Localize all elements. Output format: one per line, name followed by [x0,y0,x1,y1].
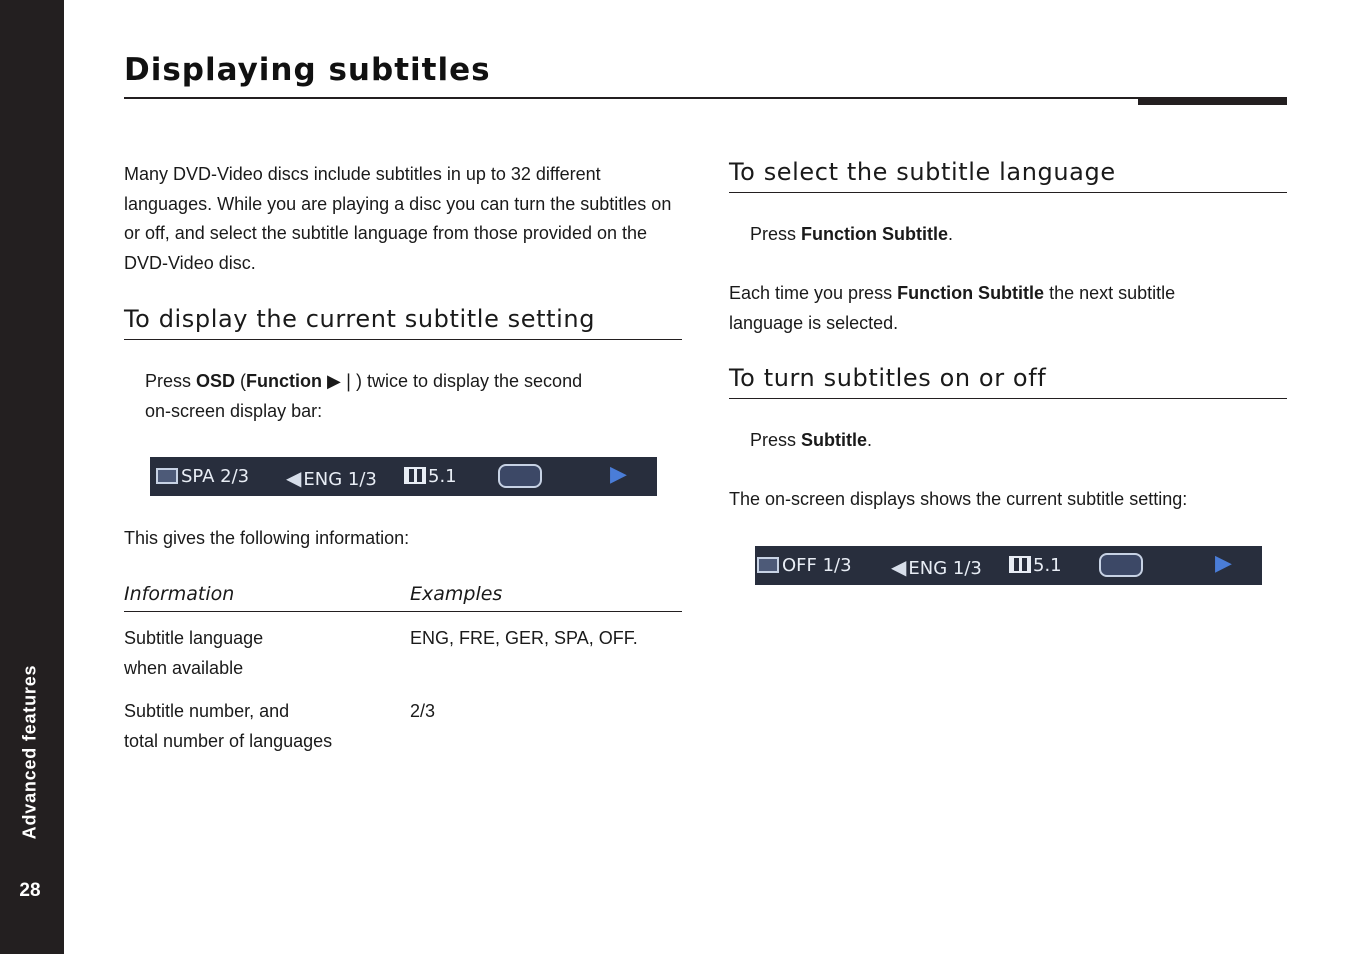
table-row [124,683,682,756]
example-cell: ENG, FRE, GER, SPA, OFF. [410,628,638,648]
sidebar [0,0,64,954]
osd-surround-value: 5.1 [1033,555,1062,576]
period: . [867,430,873,450]
press-text: Press [750,430,802,450]
column-header-information: Information [124,583,410,612]
select-step [750,220,953,250]
select-description [729,279,1289,338]
display-step [145,367,685,426]
gives-text: This gives the following information: [124,528,410,548]
select-heading: To select the subtitle language [729,158,1287,193]
period: . [948,224,954,244]
paren-open: ( [235,371,247,391]
osd-subtitle-value: SPA 2/3 [181,466,250,487]
osd-surround-value: 5.1 [428,466,457,487]
title-bar [1138,97,1287,105]
play-icon: ▶ [610,462,627,487]
play-icon: ▶ [1215,551,1232,576]
each-time-line2: language is selected. [729,312,899,333]
section-label: Advanced features [19,664,40,840]
speaker-icon: ◀ [286,466,302,490]
step-line2: on-screen display bar: [145,400,323,421]
toggle-step [750,426,872,456]
example-cell: 2/3 [410,701,436,721]
press-text: Press [750,224,802,244]
info-cell-line2: when available [124,657,244,678]
toggle-heading: To turn subtitles on or off [729,364,1287,399]
info-table [124,583,682,756]
subtitle-button-label: Subtitle [801,430,868,450]
info-cell-line1: Subtitle language [124,628,264,648]
dolby-digital-icon [404,467,426,484]
intro-paragraph: Many DVD-Video discs include subtitles in up to 32 different languages. While you are playing a disc you can turn the subtitles on or off, and select the subtitle language from those provided on the DVD-Video disc. [124,164,672,273]
title-rule [124,97,1287,99]
function-subtitle-label: Function Subtitle [801,224,948,244]
angle-icon [1099,553,1143,577]
function-button-label: Function [246,371,323,391]
info-cell-line1: Subtitle number, and [124,701,290,721]
angle-icon [498,464,542,488]
each-time-rest: the next subtitle [1044,283,1176,303]
subtitle-icon [156,468,178,484]
osd-bar-off [755,546,1262,585]
page-title: Displaying subtitles [124,52,491,88]
page-number: 28 [19,880,41,901]
press-text: Press [145,371,197,391]
osd-subtitle-value: OFF 1/3 [782,555,852,576]
dolby-digital-icon [1009,556,1031,573]
play-pause-icon: ▶❘ [327,371,356,391]
info-cell-line2: total number of languages [124,730,333,751]
osd-bar-example [150,457,657,496]
step-rest: ) twice to display the second [355,371,583,391]
table-row [124,612,682,684]
column-header-examples: Examples [410,583,682,612]
osd-audio-value: ENG 1/3 [303,469,377,490]
toggle-osd-text: The on-screen displays shows the current subtitle setting: [729,489,1188,509]
speaker-icon: ◀ [891,555,907,579]
display-heading: To display the current subtitle setting [124,305,682,340]
osd-button-label: OSD [196,371,236,391]
each-time-text: Each time you press [729,283,898,303]
subtitle-icon [757,557,779,573]
function-subtitle-label: Function Subtitle [897,283,1045,303]
osd-audio-value: ENG 1/3 [908,558,982,579]
